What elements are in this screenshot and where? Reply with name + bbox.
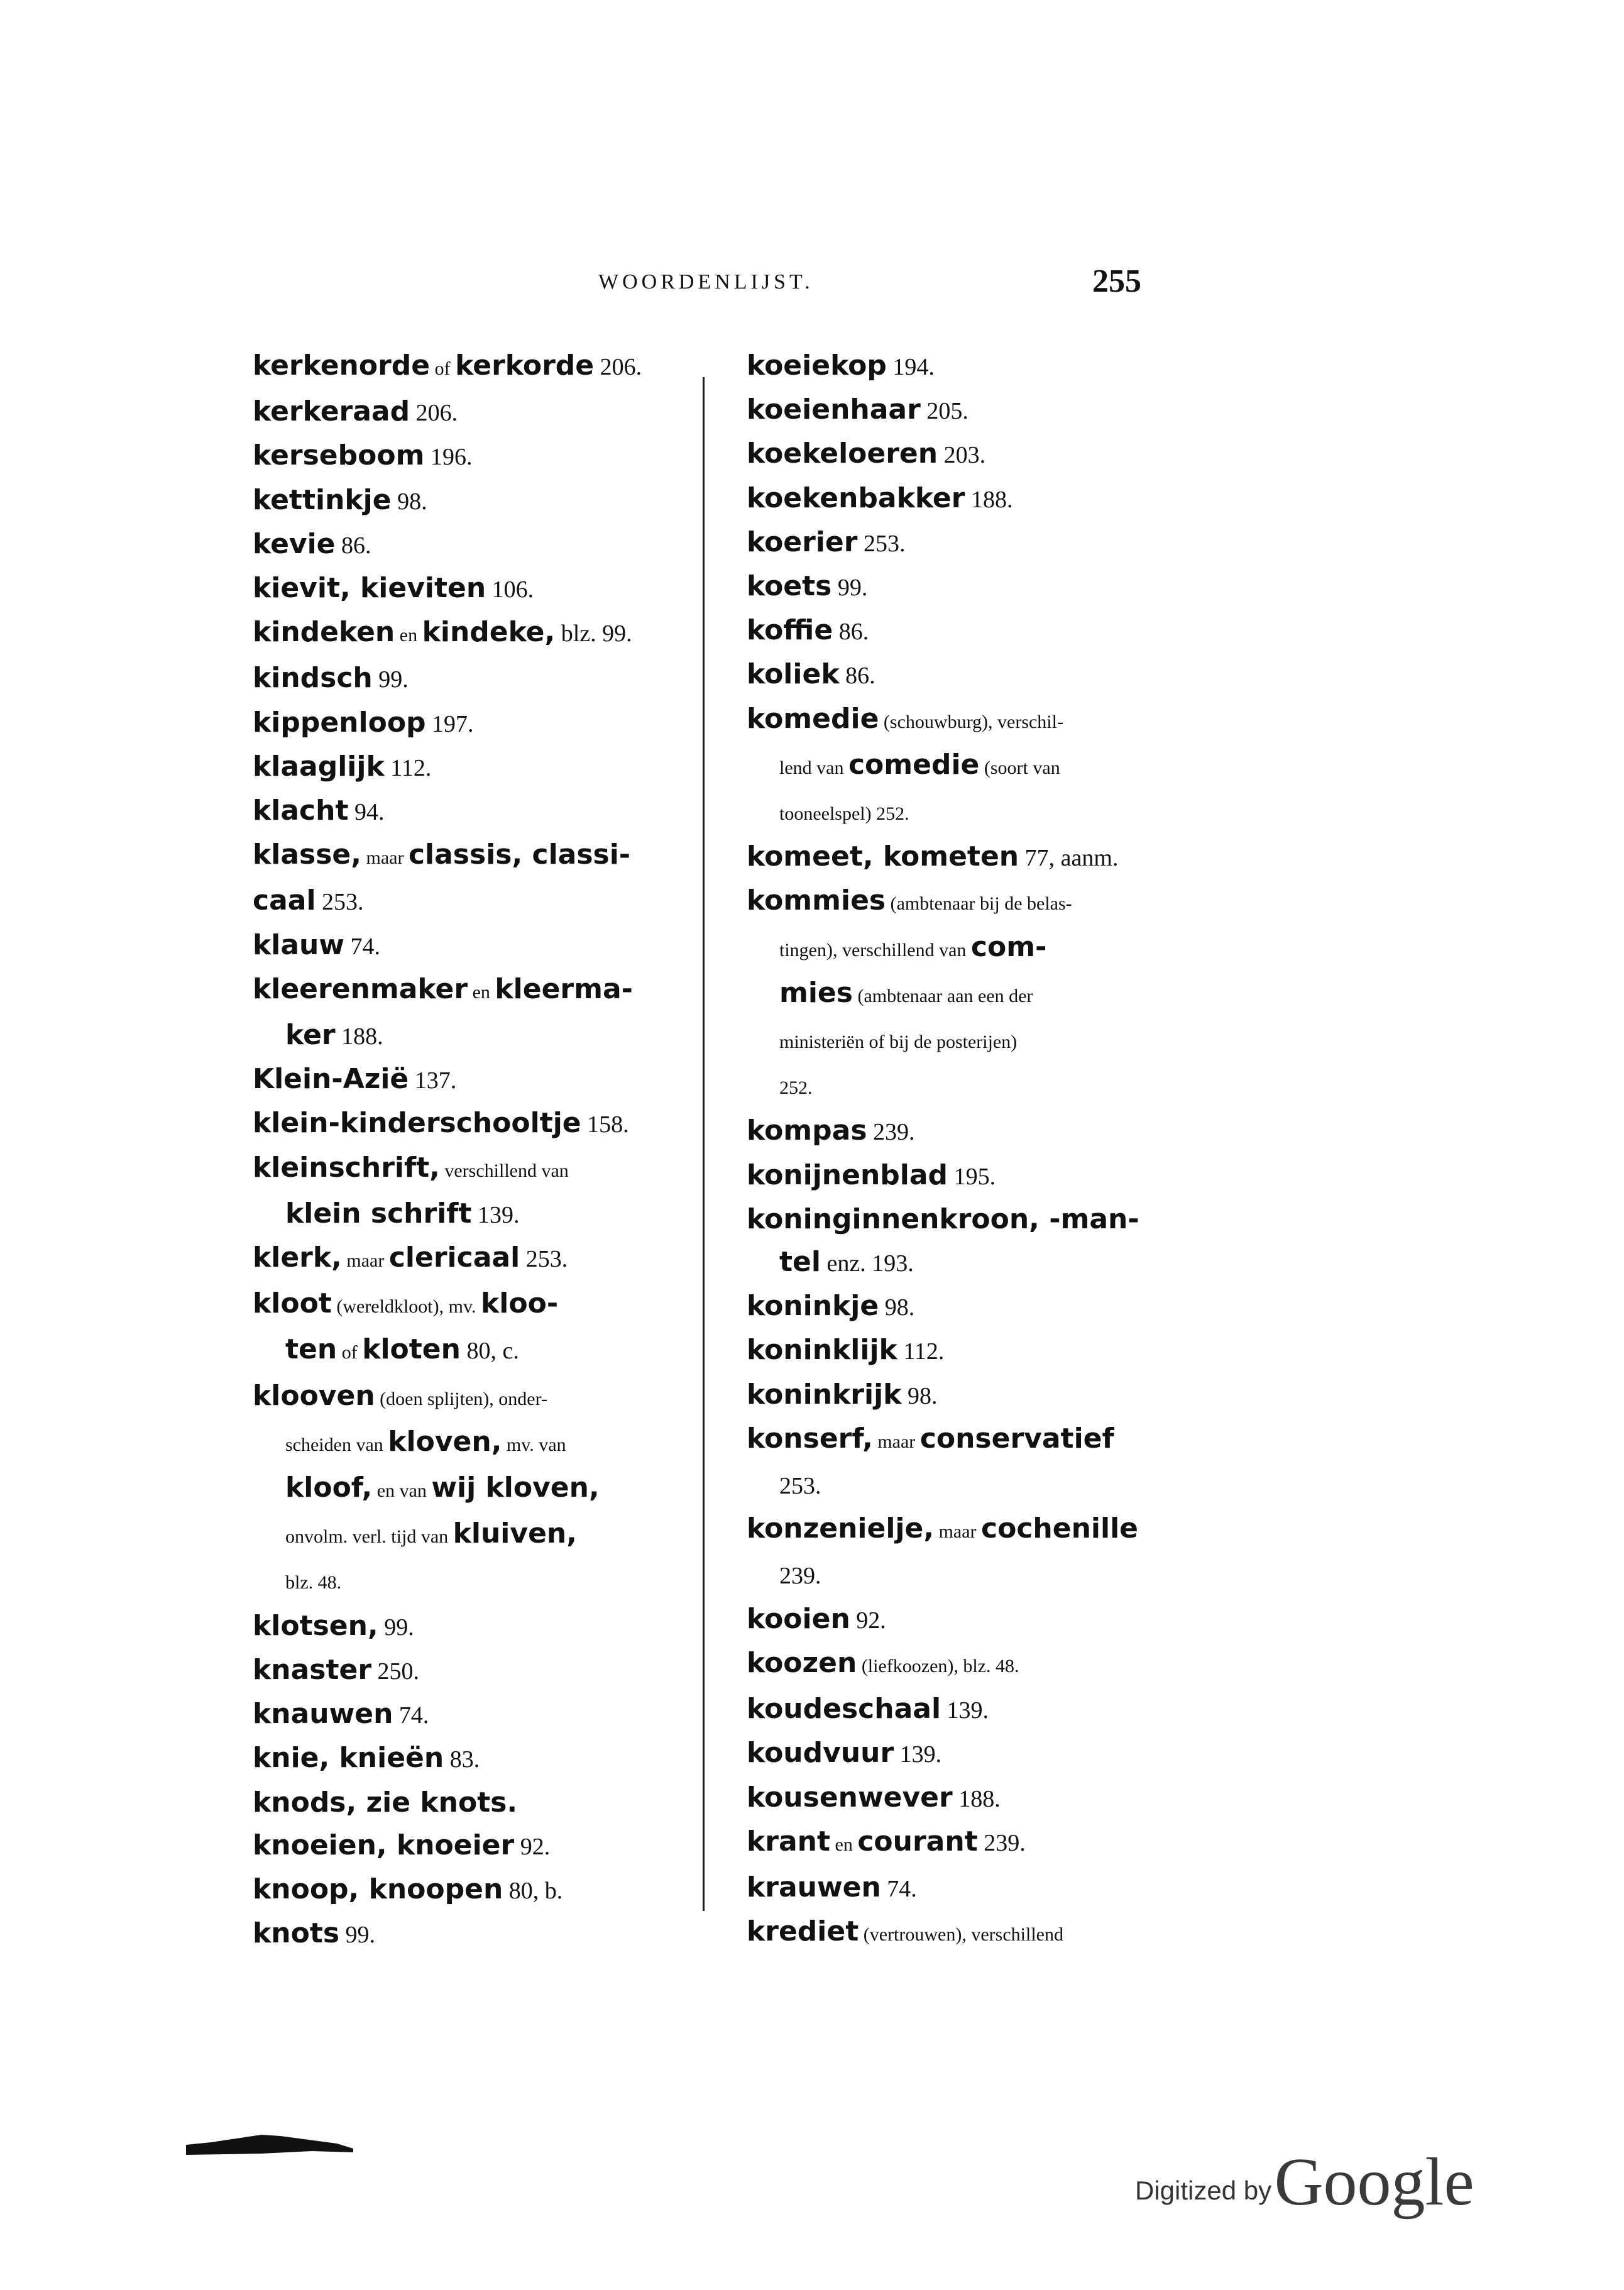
left-column xyxy=(253,344,667,1956)
index-entry xyxy=(253,1192,667,1236)
entry-headword: knaster xyxy=(253,1653,372,1686)
entry-text: 99. xyxy=(372,666,409,693)
index-entry xyxy=(253,611,667,657)
entry-headword: kooien xyxy=(747,1602,850,1635)
index-entry xyxy=(747,477,1161,521)
entry-headword: knods, zie knots. xyxy=(253,1786,518,1819)
entry-headword: klacht xyxy=(253,795,349,827)
entry-text: en xyxy=(468,981,495,1003)
index-entry xyxy=(253,1236,667,1282)
index-entry xyxy=(747,790,1161,835)
entry-headword: knoop, knoopen xyxy=(253,1873,503,1905)
entry-text: 206. xyxy=(594,354,642,380)
entry-headword: koliek xyxy=(747,658,840,691)
index-entry xyxy=(747,835,1161,879)
entry-text: 86. xyxy=(335,532,371,559)
index-entry xyxy=(253,344,667,390)
index-entry xyxy=(747,653,1161,697)
entry-text: 139. xyxy=(894,1741,942,1768)
index-entry xyxy=(253,1467,667,1512)
right-column xyxy=(747,344,1161,1956)
entry-headword: com- xyxy=(970,930,1047,963)
index-entry xyxy=(253,1375,667,1421)
entry-headword: kousenwever xyxy=(747,1781,953,1814)
entry-headword: cochenille xyxy=(981,1512,1139,1545)
entry-text: 112. xyxy=(384,754,432,781)
entry-text: 188. xyxy=(952,1785,1001,1812)
entry-headword: koninkrijk xyxy=(747,1378,902,1411)
entry-headword: conservatief xyxy=(919,1422,1114,1455)
entry-text: en xyxy=(830,1834,858,1855)
entry-headword: mies xyxy=(779,976,853,1009)
entry-headword: koets xyxy=(747,570,832,603)
entry-text: 206. xyxy=(410,400,458,427)
entry-text: 239. xyxy=(779,1563,821,1590)
entry-text: lend van xyxy=(779,757,848,778)
entry-text: 99. xyxy=(831,575,868,602)
entry-headword: kloot xyxy=(253,1287,332,1320)
entry-headword: kettinkje xyxy=(253,483,392,516)
entry-text: 253. xyxy=(779,1473,821,1500)
index-entry xyxy=(747,1373,1161,1417)
index-entry xyxy=(253,924,667,968)
entry-headword: kluiven, xyxy=(453,1517,577,1550)
index-entry xyxy=(253,834,667,879)
index-entry xyxy=(253,1014,667,1058)
entry-headword: ker xyxy=(285,1019,336,1052)
index-entry xyxy=(253,1781,667,1824)
index-entry xyxy=(747,1109,1161,1153)
entry-headword: Klein-Azië xyxy=(253,1063,409,1096)
entry-text: tooneelspel) 252. xyxy=(779,803,909,825)
entry-text: mv. van xyxy=(502,1434,566,1455)
entry-headword: komedie xyxy=(747,702,879,735)
index-entry xyxy=(747,1463,1161,1507)
entry-headword: kievit, kieviten xyxy=(253,572,486,605)
index-entry xyxy=(253,479,667,523)
index-entry xyxy=(747,521,1161,565)
entry-headword: koudvuur xyxy=(747,1737,894,1770)
entry-text: (ambtenaar bij de belas- xyxy=(886,893,1072,915)
index-entry xyxy=(253,1512,667,1558)
entry-text: maar xyxy=(934,1521,982,1543)
entry-text: 92. xyxy=(514,1833,551,1860)
index-entry xyxy=(253,390,667,434)
entry-text: (schouwburg), verschil- xyxy=(879,711,1063,732)
index-entry xyxy=(253,1912,667,1956)
entry-text: 239. xyxy=(867,1119,915,1146)
entry-text: 139. xyxy=(471,1201,520,1228)
entry-text: 188. xyxy=(965,486,1013,513)
index-entry xyxy=(253,523,667,567)
entry-headword: kerseboom xyxy=(253,439,425,472)
entry-text: of xyxy=(430,358,456,379)
index-entry xyxy=(747,744,1161,790)
entry-text: 92. xyxy=(850,1607,886,1634)
entry-text: 98. xyxy=(391,488,427,515)
entry-headword: kindeke, xyxy=(422,616,556,649)
index-entry xyxy=(747,1820,1161,1866)
entry-text: tingen), verschillend van xyxy=(779,939,971,961)
entry-headword: kippenloop xyxy=(253,706,426,739)
index-entry xyxy=(253,1649,667,1693)
entry-headword: koudeschaal xyxy=(747,1693,941,1726)
entry-headword: klaaglijk xyxy=(253,750,385,783)
running-head: WOORDENLIJST. xyxy=(598,270,814,294)
entry-text: 94. xyxy=(348,799,385,826)
entry-headword: comedie xyxy=(848,748,980,781)
index-entry xyxy=(747,1776,1161,1820)
entry-headword: klein-kinderschooltje xyxy=(253,1107,581,1140)
index-entry xyxy=(747,388,1161,432)
entry-headword: koekenbakker xyxy=(747,482,965,514)
index-entry xyxy=(747,1417,1161,1463)
entry-text: 195. xyxy=(948,1163,996,1190)
entry-text: 86. xyxy=(839,663,875,690)
entry-headword: klooven xyxy=(253,1379,375,1412)
entry-headword: kleinschrift, xyxy=(253,1151,440,1184)
entry-text: 205. xyxy=(920,398,968,425)
entry-text: 106. xyxy=(486,576,534,603)
entry-text: enz. 193. xyxy=(820,1250,914,1277)
entry-text: (wereldkloot), mv. xyxy=(331,1296,481,1318)
entry-text: 98. xyxy=(901,1382,938,1409)
entry-headword: kloten xyxy=(362,1333,461,1366)
entry-headword: klasse, xyxy=(253,839,361,871)
entry-headword: kleerenmaker xyxy=(253,972,468,1005)
entry-headword: caal xyxy=(253,884,316,917)
entry-headword: clericaal xyxy=(388,1241,520,1274)
entry-text: 80, c. xyxy=(460,1338,519,1365)
index-entry xyxy=(747,1598,1161,1642)
index-entry xyxy=(747,926,1161,972)
index-entry xyxy=(747,1910,1161,1956)
entry-text: 253. xyxy=(857,530,906,557)
index-entry xyxy=(253,1868,667,1912)
index-entry xyxy=(253,1421,667,1467)
entry-text: 74. xyxy=(881,1875,917,1902)
entry-text: 83. xyxy=(444,1746,480,1773)
entry-text: en van xyxy=(372,1480,432,1502)
index-entry xyxy=(747,1642,1161,1688)
entry-text: ministeriën of bij de posterijen) xyxy=(779,1032,1018,1053)
entry-headword: kindsch xyxy=(253,662,373,695)
entry-text: 99. xyxy=(339,1922,376,1949)
index-entry xyxy=(747,565,1161,609)
entry-headword: koozen xyxy=(747,1646,857,1679)
index-entry xyxy=(253,1328,667,1374)
entry-headword: kevie xyxy=(253,527,336,560)
entry-headword: ten xyxy=(285,1333,337,1366)
column-divider xyxy=(703,377,705,1911)
entry-text: 74. xyxy=(393,1702,429,1729)
index-entry xyxy=(747,1732,1161,1776)
index-entry xyxy=(747,972,1161,1018)
entry-headword: knie, knieën xyxy=(253,1742,444,1775)
entry-headword: konserf, xyxy=(747,1422,873,1455)
entry-text: 194. xyxy=(886,354,935,380)
index-entry xyxy=(747,609,1161,653)
index-entry xyxy=(747,1866,1161,1910)
entry-headword: koffie xyxy=(747,614,833,647)
entry-headword: koninklijk xyxy=(747,1334,897,1367)
entry-text: 250. xyxy=(371,1658,420,1685)
index-entry xyxy=(253,434,667,478)
entry-headword: knots xyxy=(253,1917,340,1950)
index-entry xyxy=(747,1507,1161,1553)
entry-headword: kerkorde xyxy=(455,350,595,382)
index-entry xyxy=(747,1553,1161,1597)
entry-headword: koerier xyxy=(747,526,858,558)
entry-headword: kindeken xyxy=(253,616,395,649)
index-entry xyxy=(253,1693,667,1737)
index-entry xyxy=(747,1064,1161,1109)
entry-text: 74. xyxy=(344,933,381,960)
entry-headword: kompas xyxy=(747,1115,867,1147)
entry-text: (soort van xyxy=(979,757,1060,778)
index-entry xyxy=(253,702,667,746)
entry-text: 139. xyxy=(941,1697,989,1724)
entry-text: en xyxy=(395,625,422,646)
entry-text: 188. xyxy=(335,1023,383,1050)
entry-text: verschillend van xyxy=(439,1160,569,1181)
entry-text: onvolm. verl. tijd van xyxy=(285,1526,453,1548)
entry-text: 253. xyxy=(315,889,364,916)
entry-text: (vertrouwen), verschillend xyxy=(859,1924,1063,1946)
entry-text: maar xyxy=(341,1250,389,1272)
entry-headword: konzenielje, xyxy=(747,1512,935,1545)
index-entry xyxy=(253,746,667,790)
index-entry xyxy=(253,1147,667,1192)
entry-headword: kerkenorde xyxy=(253,350,431,382)
entry-headword: klerk, xyxy=(253,1241,342,1274)
index-entry xyxy=(253,1605,667,1649)
entry-text: blz. 48. xyxy=(285,1572,342,1594)
digitized-by-label: Digitized by xyxy=(1135,2176,1272,2205)
entry-headword: koeiekop xyxy=(747,350,887,382)
index-entry xyxy=(253,879,667,923)
entry-text: 252. xyxy=(779,1077,813,1099)
entry-headword: courant xyxy=(857,1825,978,1858)
entry-headword: konijnenblad xyxy=(747,1159,948,1191)
entry-headword: knoeien, knoeier xyxy=(253,1829,515,1861)
index-entry xyxy=(747,1688,1161,1732)
entry-text: maar xyxy=(361,847,409,869)
entry-headword: koekeloeren xyxy=(747,438,938,470)
index-entry xyxy=(253,657,667,701)
index-entry xyxy=(747,1154,1161,1198)
index-entry xyxy=(253,968,667,1014)
index-entry xyxy=(253,1824,667,1868)
index-entry xyxy=(253,567,667,611)
index-entry xyxy=(253,1282,667,1328)
index-entry xyxy=(253,790,667,834)
entry-text: (liefkoozen), blz. 48. xyxy=(857,1655,1019,1676)
google-logo: Google xyxy=(1274,2145,1474,2220)
entry-headword: klotsen, xyxy=(253,1609,378,1642)
entry-headword: kloo- xyxy=(481,1287,559,1320)
entry-headword: koninginnenkroon, -man- xyxy=(747,1203,1139,1235)
entry-text: 98. xyxy=(879,1294,915,1321)
index-entry xyxy=(747,1198,1161,1241)
entry-text: 158. xyxy=(581,1111,629,1138)
entry-headword: klein schrift xyxy=(285,1197,472,1230)
index-entry xyxy=(747,1018,1161,1064)
index-entry xyxy=(747,1285,1161,1329)
entry-headword: krediet xyxy=(747,1915,859,1948)
entry-text: 80, b. xyxy=(503,1877,563,1904)
index-entry xyxy=(747,1329,1161,1373)
entry-text: 77, aanm. xyxy=(1019,845,1119,872)
digitized-by-watermark xyxy=(1135,2144,1474,2221)
entry-headword: classis, classi- xyxy=(408,839,631,871)
entry-text: blz. 99. xyxy=(555,620,632,647)
entry-headword: kerkeraad xyxy=(253,395,410,428)
index-entry xyxy=(253,1737,667,1781)
entry-headword: tel xyxy=(779,1246,821,1279)
entry-headword: koninkje xyxy=(747,1290,879,1323)
entry-headword: komeet, kometen xyxy=(747,840,1019,873)
entry-headword: koeienhaar xyxy=(747,394,921,426)
entry-headword: kommies xyxy=(747,884,886,917)
index-entry xyxy=(747,432,1161,476)
entry-text: 196. xyxy=(424,444,473,471)
entry-headword: krauwen xyxy=(747,1871,881,1903)
entry-headword: kloven, xyxy=(388,1425,502,1458)
entry-headword: kleerma- xyxy=(495,972,633,1005)
entry-text: 197. xyxy=(425,710,474,737)
entry-text: (doen splijten), onder- xyxy=(375,1388,547,1409)
index-entry xyxy=(747,879,1161,925)
page-number: 255 xyxy=(1092,263,1141,299)
entry-headword: klauw xyxy=(253,928,345,961)
entry-text: scheiden van xyxy=(285,1434,388,1455)
index-entry xyxy=(253,1558,667,1604)
entry-headword: knauwen xyxy=(253,1698,393,1731)
entry-headword: kloof, xyxy=(285,1472,373,1504)
entry-text: 253. xyxy=(520,1246,568,1273)
entry-text: 239. xyxy=(977,1829,1026,1856)
entry-text: maar xyxy=(872,1431,920,1452)
entry-text: 203. xyxy=(938,442,986,469)
index-entry xyxy=(253,1102,667,1146)
entry-text: of xyxy=(337,1342,363,1363)
entry-headword: wij kloven, xyxy=(431,1472,600,1504)
scan-smudge xyxy=(186,2130,353,2155)
entry-text: (ambtenaar aan een der xyxy=(852,985,1033,1006)
index-entry xyxy=(747,1241,1161,1285)
entry-text: 137. xyxy=(409,1067,457,1094)
index-entry xyxy=(747,344,1161,388)
entry-text: 86. xyxy=(833,619,869,646)
entry-text: 112. xyxy=(897,1338,945,1365)
entry-headword: krant xyxy=(747,1825,831,1858)
index-entry xyxy=(747,698,1161,744)
entry-text: 99. xyxy=(378,1614,414,1641)
index-entry xyxy=(253,1058,667,1102)
